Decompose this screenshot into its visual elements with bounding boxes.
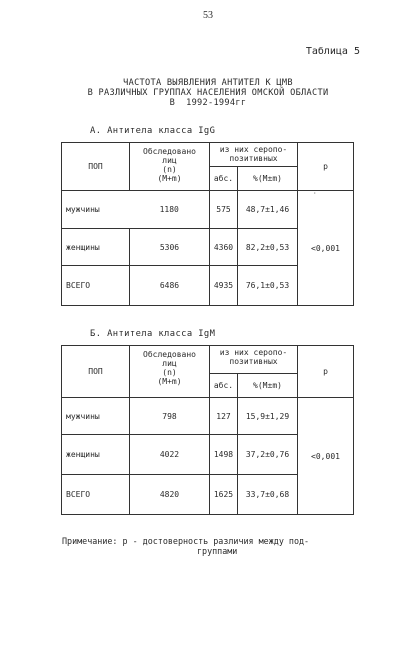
header-examined-line: (n) xyxy=(162,368,177,377)
cell-examined: 1180 xyxy=(130,191,210,229)
header-examined-line: лиц xyxy=(162,156,177,165)
header-pct: %(M±m) xyxy=(238,374,298,398)
header-seropositive xyxy=(210,143,298,167)
header-examined xyxy=(130,346,210,398)
footnote-line: Примечание: p - достоверность различия между под- xyxy=(62,536,310,546)
cell-pct: 15,9±1,29 xyxy=(238,398,298,435)
cell-examined: 5306 xyxy=(130,229,210,266)
header-seropositive-line: позитивных xyxy=(229,154,278,163)
title-line: В РАЗЛИЧНЫХ ГРУППАХ НАСЕЛЕНИЯ ОМСКОЙ ОБЛАСТИ xyxy=(87,88,329,98)
table-b xyxy=(61,345,354,515)
header-seropositive-line: позитивных xyxy=(229,357,278,366)
table-row xyxy=(62,398,354,435)
footnote-line: группами xyxy=(197,546,238,556)
table-label: Таблица 5 xyxy=(305,46,360,57)
cell-p: <0,001 xyxy=(298,398,354,515)
cell-abs: 1498 xyxy=(210,435,238,475)
header-pop: ПОП xyxy=(62,143,130,191)
cell-abs: 575 xyxy=(210,191,238,229)
title-line: ЧАСТОТА ВЫЯВЛЕНИЯ АНТИТЕЛ К ЦМВ xyxy=(123,78,293,88)
header-examined-line: (M+m) xyxy=(157,174,182,183)
header-examined-line: (M+m) xyxy=(157,377,182,386)
header-seropositive-line: из них серопо- xyxy=(219,145,288,154)
cell-group: мужчины xyxy=(62,398,130,435)
header-abs: абс. xyxy=(210,374,238,398)
header-examined-line: (n) xyxy=(162,165,177,174)
header-examined xyxy=(130,143,210,191)
header-p: p xyxy=(298,143,354,191)
table-b-subtitle: Б. Антитела класса IgM xyxy=(90,329,216,339)
cell-group: женщины xyxy=(62,435,130,475)
header-pct: %(M±m) xyxy=(238,167,298,191)
table-a xyxy=(61,142,354,306)
header-examined-line: Обследовано xyxy=(143,147,196,156)
cell-examined: 4820 xyxy=(130,475,210,515)
cell-examined: 798 xyxy=(130,398,210,435)
title-line: В 1992-1994гг xyxy=(169,98,247,108)
header-examined-line: лиц xyxy=(162,359,177,368)
table-a-subtitle: А. Антитела класса IgG xyxy=(90,126,216,136)
table-row xyxy=(62,191,354,229)
page-number: 53 xyxy=(203,10,213,21)
cell-pct: 33,7±0,68 xyxy=(238,475,298,515)
cell-group: женщины xyxy=(62,229,130,266)
cell-abs: 4360 xyxy=(210,229,238,266)
header-seropositive xyxy=(210,346,298,374)
cell-group: ВСЕГО xyxy=(62,475,130,515)
cell-group: мужчины xyxy=(62,191,130,229)
cell-abs: 1625 xyxy=(210,475,238,515)
cell-p: <0,001 xyxy=(298,191,354,306)
cell-group: ВСЕГО xyxy=(62,266,130,306)
cell-pct: 82,2±0,53 xyxy=(238,229,298,266)
header-examined-line: Обследовано xyxy=(143,350,196,359)
header-pop: ПОП xyxy=(62,346,130,398)
header-p: p xyxy=(298,346,354,398)
cell-pct: 48,7±1,46 xyxy=(238,191,298,229)
cell-examined: 4022 xyxy=(130,435,210,475)
header-abs: абс. xyxy=(210,167,238,191)
cell-pct: 76,1±0,53 xyxy=(238,266,298,306)
cell-abs: 4935 xyxy=(210,266,238,306)
cell-pct: 37,2±0,76 xyxy=(238,435,298,475)
footnote xyxy=(62,536,309,556)
cell-abs: 127 xyxy=(210,398,238,435)
stray-mark: · xyxy=(313,190,317,197)
header-seropositive-line: из них серопо- xyxy=(219,348,288,357)
document-title xyxy=(0,78,416,108)
cell-examined: 6486 xyxy=(130,266,210,306)
